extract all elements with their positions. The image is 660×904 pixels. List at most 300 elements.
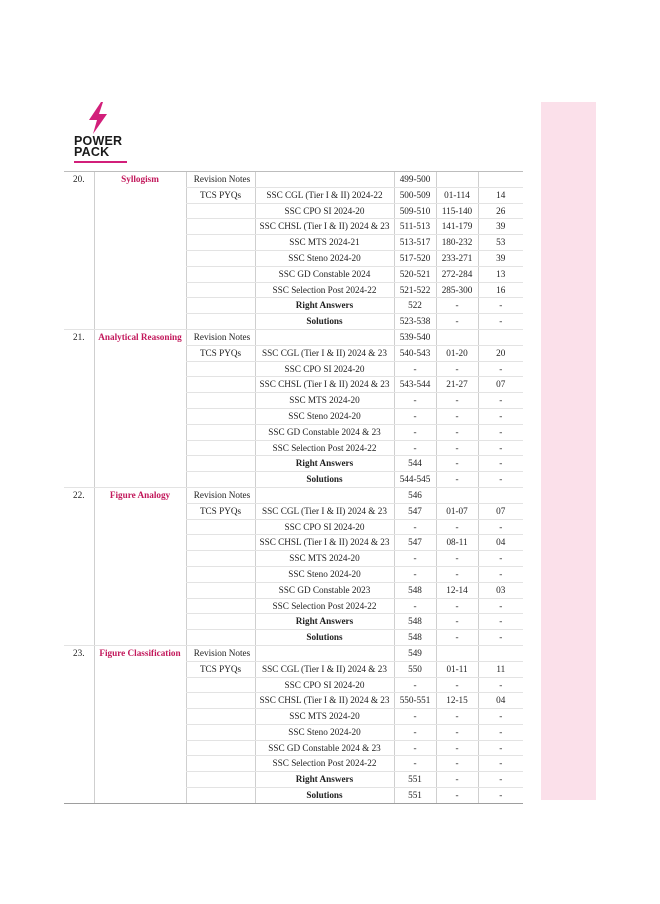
question-count: - bbox=[478, 472, 523, 488]
question-range: - bbox=[436, 598, 478, 614]
content-type bbox=[186, 298, 255, 314]
question-range: 285-300 bbox=[436, 282, 478, 298]
chapter-topic bbox=[94, 424, 186, 440]
question-range: - bbox=[436, 456, 478, 472]
question-count: - bbox=[478, 408, 523, 424]
exam-source: Right Answers bbox=[255, 298, 394, 314]
chapter-number bbox=[64, 788, 94, 804]
chapter-topic bbox=[94, 614, 186, 630]
content-type bbox=[186, 250, 255, 266]
question-count: - bbox=[478, 772, 523, 788]
content-type bbox=[186, 235, 255, 251]
page-range: 511-513 bbox=[394, 219, 436, 235]
exam-source: SSC Steno 2024-20 bbox=[255, 724, 394, 740]
content-type bbox=[186, 377, 255, 393]
question-range: - bbox=[436, 677, 478, 693]
table-row bbox=[64, 472, 523, 488]
content-type bbox=[186, 788, 255, 804]
question-range: - bbox=[436, 361, 478, 377]
page-range: 550 bbox=[394, 661, 436, 677]
content-type: Revision Notes bbox=[186, 329, 255, 345]
chapter-number bbox=[64, 203, 94, 219]
page-range: - bbox=[394, 551, 436, 567]
exam-source: SSC GD Constable 2024 & 23 bbox=[255, 424, 394, 440]
question-count bbox=[478, 329, 523, 345]
content-type bbox=[186, 598, 255, 614]
page-range: 521-522 bbox=[394, 282, 436, 298]
page-range: - bbox=[394, 393, 436, 409]
content-type bbox=[186, 566, 255, 582]
content-type bbox=[186, 551, 255, 567]
table-row bbox=[64, 361, 523, 377]
table-row bbox=[64, 756, 523, 772]
table-row bbox=[64, 614, 523, 630]
table-row bbox=[64, 519, 523, 535]
question-count: - bbox=[478, 724, 523, 740]
question-count: 04 bbox=[478, 693, 523, 709]
exam-source: SSC CHSL (Tier I & II) 2024 & 23 bbox=[255, 377, 394, 393]
chapter-topic bbox=[94, 235, 186, 251]
content-type bbox=[186, 219, 255, 235]
exam-source bbox=[255, 487, 394, 503]
content-type bbox=[186, 282, 255, 298]
question-range: - bbox=[436, 566, 478, 582]
content-type: TCS PYQs bbox=[186, 345, 255, 361]
chapter-number: 21. bbox=[64, 329, 94, 345]
chapter-number bbox=[64, 661, 94, 677]
chapter-topic bbox=[94, 551, 186, 567]
question-range: 01-114 bbox=[436, 187, 478, 203]
question-count: 11 bbox=[478, 661, 523, 677]
question-range: 01-07 bbox=[436, 503, 478, 519]
exam-source: Solutions bbox=[255, 630, 394, 646]
chapter-number bbox=[64, 408, 94, 424]
question-range: - bbox=[436, 519, 478, 535]
question-range: - bbox=[436, 393, 478, 409]
table-row bbox=[64, 503, 523, 519]
chapter-topic bbox=[94, 519, 186, 535]
exam-source: SSC Steno 2024-20 bbox=[255, 566, 394, 582]
table-row bbox=[64, 456, 523, 472]
page-range: 509-510 bbox=[394, 203, 436, 219]
table-row bbox=[64, 487, 523, 503]
table-row bbox=[64, 724, 523, 740]
question-count: - bbox=[478, 298, 523, 314]
exam-source: SSC CPO SI 2024-20 bbox=[255, 677, 394, 693]
content-type: Revision Notes bbox=[186, 172, 255, 188]
question-count: - bbox=[478, 630, 523, 646]
question-range: - bbox=[436, 709, 478, 725]
page-range: - bbox=[394, 566, 436, 582]
question-count bbox=[478, 645, 523, 661]
chapter-topic bbox=[94, 298, 186, 314]
question-range: - bbox=[436, 424, 478, 440]
lightning-bolt-icon bbox=[88, 102, 108, 134]
logo-underline bbox=[74, 161, 127, 163]
question-range: - bbox=[436, 298, 478, 314]
exam-source: SSC Steno 2024-20 bbox=[255, 408, 394, 424]
page-range: - bbox=[394, 361, 436, 377]
question-range: 08-11 bbox=[436, 535, 478, 551]
exam-source: SSC Selection Post 2024-22 bbox=[255, 598, 394, 614]
page-range: 549 bbox=[394, 645, 436, 661]
question-range: 12-15 bbox=[436, 693, 478, 709]
power-pack-logo bbox=[74, 102, 130, 164]
table-row bbox=[64, 235, 523, 251]
question-range: - bbox=[436, 724, 478, 740]
chapter-number bbox=[64, 582, 94, 598]
table-row bbox=[64, 551, 523, 567]
question-range: 01-20 bbox=[436, 345, 478, 361]
page-range: 548 bbox=[394, 630, 436, 646]
exam-source bbox=[255, 172, 394, 188]
content-type: TCS PYQs bbox=[186, 503, 255, 519]
page-range: 500-509 bbox=[394, 187, 436, 203]
page-range: 546 bbox=[394, 487, 436, 503]
page-range: - bbox=[394, 724, 436, 740]
question-range: 12-14 bbox=[436, 582, 478, 598]
table-row bbox=[64, 677, 523, 693]
chapter-number bbox=[64, 566, 94, 582]
content-type: Revision Notes bbox=[186, 645, 255, 661]
question-range: - bbox=[436, 551, 478, 567]
question-count: 13 bbox=[478, 266, 523, 282]
chapter-number bbox=[64, 535, 94, 551]
exam-source: SSC CGL (Tier I & II) 2024 & 23 bbox=[255, 503, 394, 519]
chapter-topic bbox=[94, 203, 186, 219]
exam-source: SSC Selection Post 2024-22 bbox=[255, 282, 394, 298]
question-count: - bbox=[478, 788, 523, 804]
exam-source: SSC GD Constable 2023 bbox=[255, 582, 394, 598]
chapter-number bbox=[64, 472, 94, 488]
question-range: 233-271 bbox=[436, 250, 478, 266]
chapter-number bbox=[64, 614, 94, 630]
table-row bbox=[64, 250, 523, 266]
exam-source: SSC CPO SI 2024-20 bbox=[255, 519, 394, 535]
chapter-number bbox=[64, 424, 94, 440]
chapter-topic bbox=[94, 250, 186, 266]
content-type bbox=[186, 456, 255, 472]
question-range bbox=[436, 487, 478, 503]
chapter-number bbox=[64, 345, 94, 361]
exam-source: SSC Selection Post 2024-22 bbox=[255, 440, 394, 456]
table-row bbox=[64, 693, 523, 709]
chapter-number bbox=[64, 551, 94, 567]
content-type bbox=[186, 408, 255, 424]
content-type bbox=[186, 424, 255, 440]
chapter-number: 23. bbox=[64, 645, 94, 661]
page-range: - bbox=[394, 598, 436, 614]
chapter-topic bbox=[94, 314, 186, 330]
question-count: 26 bbox=[478, 203, 523, 219]
table-row bbox=[64, 566, 523, 582]
content-type bbox=[186, 472, 255, 488]
question-count: - bbox=[478, 314, 523, 330]
page-range: - bbox=[394, 408, 436, 424]
table-row bbox=[64, 772, 523, 788]
question-count: - bbox=[478, 756, 523, 772]
page-range: - bbox=[394, 519, 436, 535]
content-type: TCS PYQs bbox=[186, 661, 255, 677]
exam-source: SSC CGL (Tier I & II) 2024 & 23 bbox=[255, 661, 394, 677]
table-row bbox=[64, 630, 523, 646]
contents-table-body bbox=[64, 172, 523, 804]
exam-source: SSC MTS 2024-20 bbox=[255, 551, 394, 567]
page-range: 551 bbox=[394, 772, 436, 788]
content-type bbox=[186, 393, 255, 409]
question-count: 14 bbox=[478, 187, 523, 203]
table-row bbox=[64, 172, 523, 188]
chapter-number bbox=[64, 282, 94, 298]
exam-source bbox=[255, 645, 394, 661]
table-row bbox=[64, 582, 523, 598]
content-type bbox=[186, 693, 255, 709]
chapter-topic bbox=[94, 503, 186, 519]
chapter-topic bbox=[94, 756, 186, 772]
page-range: 540-543 bbox=[394, 345, 436, 361]
content-type bbox=[186, 535, 255, 551]
table-row bbox=[64, 203, 523, 219]
pink-side-band bbox=[541, 102, 596, 800]
question-count: 53 bbox=[478, 235, 523, 251]
question-count: 04 bbox=[478, 535, 523, 551]
page-range: - bbox=[394, 740, 436, 756]
chapter-number bbox=[64, 377, 94, 393]
content-type bbox=[186, 740, 255, 756]
question-range: - bbox=[436, 788, 478, 804]
page-range: 547 bbox=[394, 535, 436, 551]
question-count: - bbox=[478, 519, 523, 535]
table-row bbox=[64, 393, 523, 409]
logo-line1: POWER bbox=[74, 134, 123, 148]
question-range: 01-11 bbox=[436, 661, 478, 677]
chapter-number bbox=[64, 709, 94, 725]
question-count: 07 bbox=[478, 503, 523, 519]
page-range: 548 bbox=[394, 582, 436, 598]
exam-source: SSC CPO SI 2024-20 bbox=[255, 203, 394, 219]
question-count: - bbox=[478, 361, 523, 377]
chapter-topic bbox=[94, 693, 186, 709]
exam-source: SSC Steno 2024-20 bbox=[255, 250, 394, 266]
question-range: 272-284 bbox=[436, 266, 478, 282]
page-range: - bbox=[394, 424, 436, 440]
chapter-number: 22. bbox=[64, 487, 94, 503]
table-row bbox=[64, 598, 523, 614]
table-row bbox=[64, 219, 523, 235]
exam-source: SSC CHSL (Tier I & II) 2024 & 23 bbox=[255, 693, 394, 709]
chapter-topic bbox=[94, 598, 186, 614]
page-range: 513-517 bbox=[394, 235, 436, 251]
logo-line2: PACK bbox=[74, 145, 110, 159]
table-row bbox=[64, 535, 523, 551]
chapter-topic bbox=[94, 582, 186, 598]
chapter-number bbox=[64, 219, 94, 235]
question-count bbox=[478, 172, 523, 188]
table-row bbox=[64, 345, 523, 361]
chapter-topic bbox=[94, 472, 186, 488]
page-range: 551 bbox=[394, 788, 436, 804]
contents-table bbox=[64, 171, 523, 804]
chapter-topic bbox=[94, 661, 186, 677]
table-row bbox=[64, 187, 523, 203]
exam-source: SSC CGL (Tier I & II) 2024 & 23 bbox=[255, 345, 394, 361]
table-row bbox=[64, 424, 523, 440]
question-count: 39 bbox=[478, 219, 523, 235]
chapter-topic bbox=[94, 535, 186, 551]
content-type bbox=[186, 709, 255, 725]
content-type bbox=[186, 630, 255, 646]
chapter-number bbox=[64, 314, 94, 330]
question-range bbox=[436, 172, 478, 188]
question-range bbox=[436, 645, 478, 661]
question-count: 03 bbox=[478, 582, 523, 598]
chapter-topic bbox=[94, 408, 186, 424]
chapter-topic bbox=[94, 724, 186, 740]
content-type bbox=[186, 440, 255, 456]
chapter-topic bbox=[94, 630, 186, 646]
table-row bbox=[64, 314, 523, 330]
chapter-topic bbox=[94, 219, 186, 235]
content-type bbox=[186, 314, 255, 330]
question-count: - bbox=[478, 709, 523, 725]
exam-source: SSC CPO SI 2024-20 bbox=[255, 361, 394, 377]
question-count: - bbox=[478, 598, 523, 614]
question-count: 39 bbox=[478, 250, 523, 266]
chapter-topic: Figure Classification bbox=[94, 645, 186, 661]
page-range: 544 bbox=[394, 456, 436, 472]
table-row bbox=[64, 298, 523, 314]
table-row bbox=[64, 408, 523, 424]
content-type bbox=[186, 582, 255, 598]
page-range: - bbox=[394, 756, 436, 772]
table-row bbox=[64, 282, 523, 298]
chapter-number bbox=[64, 250, 94, 266]
chapter-topic bbox=[94, 187, 186, 203]
content-type bbox=[186, 724, 255, 740]
page-range: 520-521 bbox=[394, 266, 436, 282]
exam-source: SSC MTS 2024-20 bbox=[255, 709, 394, 725]
chapter-topic: Analytical Reasoning bbox=[94, 329, 186, 345]
exam-source: SSC CHSL (Tier I & II) 2024 & 23 bbox=[255, 535, 394, 551]
chapter-number bbox=[64, 393, 94, 409]
exam-source: SSC CGL (Tier I & II) 2024-22 bbox=[255, 187, 394, 203]
exam-source: Solutions bbox=[255, 314, 394, 330]
chapter-number bbox=[64, 756, 94, 772]
chapter-number bbox=[64, 693, 94, 709]
chapter-topic bbox=[94, 788, 186, 804]
chapter-number bbox=[64, 187, 94, 203]
question-count: - bbox=[478, 551, 523, 567]
question-count: 20 bbox=[478, 345, 523, 361]
content-type: TCS PYQs bbox=[186, 187, 255, 203]
chapter-topic bbox=[94, 282, 186, 298]
table-row bbox=[64, 440, 523, 456]
table-row bbox=[64, 266, 523, 282]
chapter-topic bbox=[94, 677, 186, 693]
question-count: - bbox=[478, 424, 523, 440]
chapter-topic: Figure Analogy bbox=[94, 487, 186, 503]
exam-source: SSC Selection Post 2024-22 bbox=[255, 756, 394, 772]
table-row bbox=[64, 645, 523, 661]
chapter-number bbox=[64, 298, 94, 314]
question-range: 115-140 bbox=[436, 203, 478, 219]
question-range: - bbox=[436, 614, 478, 630]
page-range: 550-551 bbox=[394, 693, 436, 709]
page-range: 543-544 bbox=[394, 377, 436, 393]
chapter-number bbox=[64, 361, 94, 377]
page-range: - bbox=[394, 677, 436, 693]
question-count: - bbox=[478, 393, 523, 409]
page-range: 544-545 bbox=[394, 472, 436, 488]
content-type bbox=[186, 361, 255, 377]
chapter-topic bbox=[94, 456, 186, 472]
exam-source: SSC CHSL (Tier I & II) 2024 & 23 bbox=[255, 219, 394, 235]
question-range: - bbox=[436, 472, 478, 488]
content-type bbox=[186, 772, 255, 788]
question-count: - bbox=[478, 740, 523, 756]
chapter-topic bbox=[94, 361, 186, 377]
chapter-topic bbox=[94, 377, 186, 393]
chapter-topic bbox=[94, 709, 186, 725]
chapter-number bbox=[64, 266, 94, 282]
chapter-number bbox=[64, 519, 94, 535]
chapter-topic bbox=[94, 772, 186, 788]
question-count: 07 bbox=[478, 377, 523, 393]
exam-source: SSC GD Constable 2024 & 23 bbox=[255, 740, 394, 756]
chapter-number bbox=[64, 772, 94, 788]
question-range: - bbox=[436, 440, 478, 456]
question-range: - bbox=[436, 314, 478, 330]
table-row bbox=[64, 661, 523, 677]
content-type bbox=[186, 203, 255, 219]
question-range: 180-232 bbox=[436, 235, 478, 251]
question-range: 21-27 bbox=[436, 377, 478, 393]
exam-source: Solutions bbox=[255, 472, 394, 488]
table-row bbox=[64, 329, 523, 345]
chapter-number: 20. bbox=[64, 172, 94, 188]
content-type bbox=[186, 614, 255, 630]
exam-source: Solutions bbox=[255, 788, 394, 804]
page-range: 523-538 bbox=[394, 314, 436, 330]
chapter-number bbox=[64, 630, 94, 646]
question-range: - bbox=[436, 630, 478, 646]
chapter-topic bbox=[94, 345, 186, 361]
exam-source bbox=[255, 329, 394, 345]
exam-source: SSC GD Constable 2024 bbox=[255, 266, 394, 282]
chapter-number bbox=[64, 440, 94, 456]
chapter-number bbox=[64, 503, 94, 519]
chapter-topic bbox=[94, 393, 186, 409]
table-row bbox=[64, 740, 523, 756]
chapter-topic: Syllogism bbox=[94, 172, 186, 188]
chapter-number bbox=[64, 456, 94, 472]
question-count: - bbox=[478, 456, 523, 472]
chapter-topic bbox=[94, 266, 186, 282]
page-range: 517-520 bbox=[394, 250, 436, 266]
question-count: - bbox=[478, 614, 523, 630]
question-range: - bbox=[436, 740, 478, 756]
chapter-topic bbox=[94, 440, 186, 456]
page-range: 499-500 bbox=[394, 172, 436, 188]
chapter-topic bbox=[94, 740, 186, 756]
page-range: - bbox=[394, 440, 436, 456]
chapter-number bbox=[64, 677, 94, 693]
exam-source: Right Answers bbox=[255, 614, 394, 630]
chapter-number bbox=[64, 740, 94, 756]
question-count: - bbox=[478, 677, 523, 693]
exam-source: Right Answers bbox=[255, 772, 394, 788]
question-range bbox=[436, 329, 478, 345]
